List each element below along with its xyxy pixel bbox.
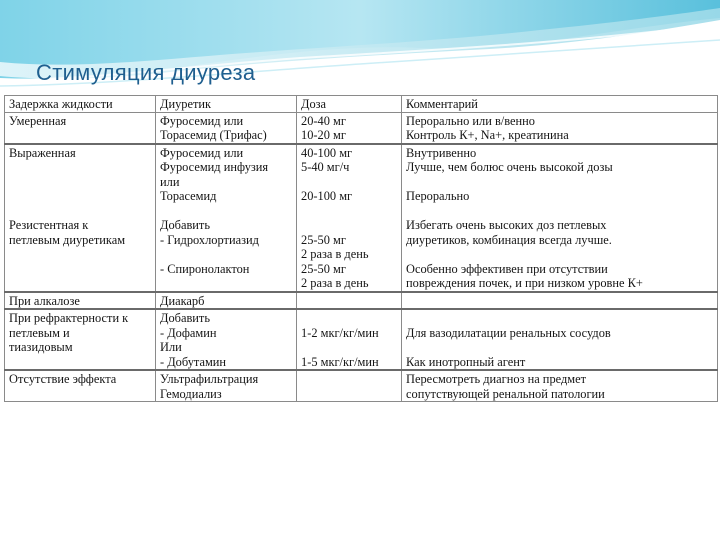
cell-line: - Спиронолактон — [160, 261, 250, 276]
cell-line: - Гидрохлортиазид — [160, 232, 259, 247]
cell-line: Особенно эффективен при отсутствии — [406, 261, 608, 276]
cell-line: 25-50 мг — [301, 232, 346, 247]
header-cell: Задержка жидкости — [5, 96, 156, 113]
cell-line: 5-40 мг/ч — [301, 160, 350, 174]
cell-line: 1-2 мкг/кг/мин — [301, 325, 379, 340]
table-cell — [402, 370, 718, 402]
row-refractory — [5, 309, 718, 370]
table-cell — [402, 112, 718, 144]
table-cell — [156, 144, 297, 292]
cell-line: Добавить — [160, 311, 210, 325]
cell-line — [406, 311, 713, 326]
table-cell — [5, 309, 156, 370]
cell-line — [301, 340, 397, 355]
cell-line — [160, 247, 292, 262]
table-cell — [5, 370, 156, 402]
table-cell — [297, 112, 402, 144]
header-cell: Доза — [297, 96, 402, 113]
cell-line: 20-100 мг — [301, 189, 353, 203]
cell-line: 40-100 мг — [301, 145, 353, 160]
cell-line — [406, 294, 713, 309]
cell-line — [9, 204, 151, 219]
cell-line: Фуросемид инфузия — [160, 160, 269, 174]
cell-line: Контроль К+, Na+, креатинина — [406, 128, 569, 142]
cell-line: 25-50 мг — [301, 261, 346, 276]
cell-line — [301, 311, 397, 326]
cell-line: Перорально или в/венно — [406, 113, 535, 128]
table-cell — [402, 292, 718, 310]
table-cell — [156, 112, 297, 144]
cell-line: тиазидовым — [9, 340, 73, 354]
cell-line: Как инотропный агент — [406, 354, 526, 369]
table-cell — [297, 292, 402, 310]
cell-line — [301, 294, 397, 309]
cell-line — [406, 175, 713, 190]
row-severe — [5, 144, 718, 292]
cell-line: 20-40 мг — [301, 113, 346, 128]
header-cell: Комментарий — [402, 96, 718, 113]
cell-line: Гемодиализ — [160, 386, 222, 401]
cell-line: петлевым и — [9, 325, 70, 340]
cell-line: Фуросемид или — [160, 145, 244, 160]
cell-line — [301, 204, 397, 219]
cell-line: - Дофамин — [160, 325, 217, 340]
cell-line: Избегать очень высоких доз петлевых — [406, 218, 607, 232]
cell-line: сопутствующей ренальной патологии — [406, 386, 605, 401]
cell-line: Лучше, чем болюс очень высокой дозы — [406, 160, 613, 174]
cell-line — [406, 204, 713, 219]
diuresis-table-container — [4, 95, 718, 467]
cell-line — [301, 175, 397, 190]
cell-line: - Добутамин — [160, 354, 227, 369]
table-cell — [297, 144, 402, 292]
table-cell — [5, 112, 156, 144]
row-moderate — [5, 112, 718, 144]
cell-line: 1-5 мкг/кг/мин — [301, 354, 379, 369]
cell-line — [9, 160, 151, 175]
diuresis-table — [4, 95, 718, 402]
cell-line: петлевым диуретикам — [9, 232, 126, 247]
table-cell — [5, 292, 156, 310]
cell-line: Пересмотреть диагноз на предмет — [406, 372, 587, 386]
cell-line: Умеренная — [9, 113, 67, 128]
table-cell — [156, 292, 297, 310]
cell-line: Резистентная к — [9, 218, 89, 232]
cell-line — [406, 247, 713, 262]
cell-line: Перорально — [406, 189, 470, 203]
cell-line: Для вазодилатации ренальных сосудов — [406, 325, 611, 340]
cell-line: 2 раза в день — [301, 276, 369, 290]
header-cell: Диуретик — [156, 96, 297, 113]
row-no-effect — [5, 370, 718, 402]
table-cell — [156, 370, 297, 402]
cell-line — [9, 189, 151, 204]
cell-line — [160, 204, 292, 219]
cell-line — [301, 372, 397, 387]
cell-line: Торасемид (Трифас) — [160, 128, 267, 142]
cell-line: Добавить — [160, 218, 210, 232]
cell-line — [9, 175, 151, 190]
cell-line: Ультрафильтрация — [160, 372, 259, 386]
table-header-row — [5, 96, 718, 113]
table-cell — [402, 309, 718, 370]
cell-line: Внутривенно — [406, 145, 477, 160]
cell-line — [406, 340, 713, 355]
table-cell — [5, 144, 156, 292]
slide-title: Стимуляция диуреза — [36, 60, 256, 85]
cell-line: Фуросемид или — [160, 113, 244, 128]
table-cell — [297, 370, 402, 402]
cell-line: 10-20 мг — [301, 128, 346, 142]
cell-line: 2 раза в день — [301, 247, 369, 261]
cell-line: При алкалозе — [9, 293, 80, 308]
table-cell — [297, 309, 402, 370]
cell-line: При рефрактерности к — [9, 311, 129, 325]
cell-line: Диакарб — [160, 293, 205, 308]
cell-line — [301, 218, 397, 233]
cell-line: Или — [160, 340, 182, 354]
cell-line: Выраженная — [9, 145, 76, 160]
row-alkalosis — [5, 292, 718, 310]
table-cell — [156, 309, 297, 370]
cell-line: диуретиков, комбинация всегда лучше. — [406, 232, 612, 247]
table-cell — [402, 144, 718, 292]
cell-line: повреждения почек, и при низком уровне К+ — [406, 276, 643, 290]
cell-line: Торасемид — [160, 189, 217, 203]
cell-line: Отсутствие эффекта — [9, 372, 117, 386]
cell-line: или — [160, 174, 180, 189]
